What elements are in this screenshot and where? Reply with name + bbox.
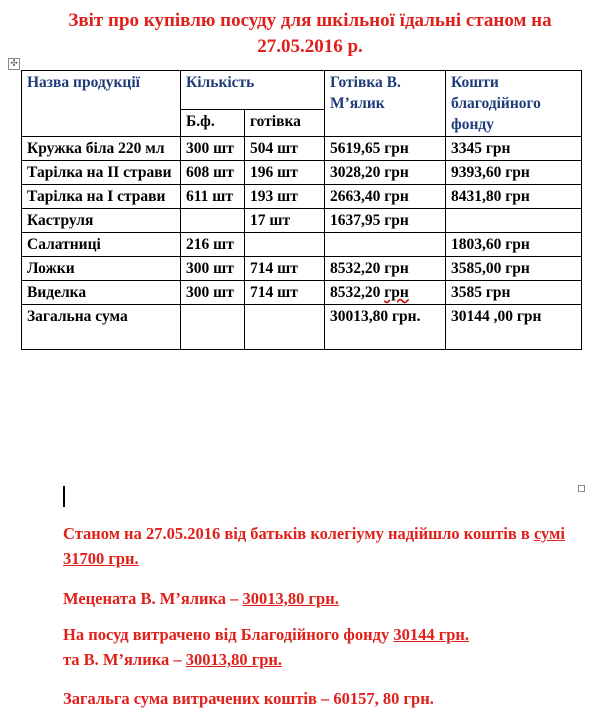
cell-cash: 5619,65 грн bbox=[325, 137, 446, 161]
cell-cash-qty: 17 шт bbox=[245, 209, 325, 233]
cell-name: Тарілка на І страви bbox=[22, 185, 181, 209]
purchase-table bbox=[21, 70, 582, 350]
table-total-row bbox=[22, 305, 582, 350]
cell-fund: 1803,60 грн bbox=[446, 233, 582, 257]
table-row bbox=[22, 233, 582, 257]
table-row bbox=[22, 209, 582, 233]
cell-fund bbox=[446, 209, 582, 233]
cell-name: Ложки bbox=[22, 257, 181, 281]
cell-bf: 300 шт bbox=[181, 281, 245, 305]
spellcheck-word[interactable]: грн bbox=[384, 284, 409, 301]
cell-fund: 8431,80 грн bbox=[446, 185, 582, 209]
cell-name: Тарілка на ІІ страви bbox=[22, 161, 181, 185]
header-cash: Готівка В. М’ялик bbox=[325, 71, 446, 137]
cell-bf: 300 шт bbox=[181, 137, 245, 161]
table-row bbox=[22, 161, 582, 185]
cell-cash: 3028,20 грн bbox=[325, 161, 446, 185]
table-row bbox=[22, 185, 582, 209]
cell-name: Салатниці bbox=[22, 233, 181, 257]
header-qty-bf: Б.ф. bbox=[181, 110, 245, 137]
cell-cash: 2663,40 грн bbox=[325, 185, 446, 209]
header-qty-cash: готівка bbox=[245, 110, 325, 137]
note-spent-text: На посуд витрачено від Благодійного фонду bbox=[63, 625, 394, 644]
note-received-text: Станом на 27.05.2016 від батьків колегіуму надійшло коштів в bbox=[63, 524, 534, 543]
header-name: Назва продукції bbox=[22, 71, 181, 137]
cell-cash-value: 8532,20 bbox=[330, 284, 381, 301]
cell-bf bbox=[181, 209, 245, 233]
cell-name: Загальна сума bbox=[22, 305, 181, 350]
cell-fund: 9393,60 грн bbox=[446, 161, 582, 185]
cell-name: Каструля bbox=[22, 209, 181, 233]
cell-bf: 608 шт bbox=[181, 161, 245, 185]
cell-bf: 611 шт bbox=[181, 185, 245, 209]
cell-fund: 3585,00 грн bbox=[446, 257, 582, 281]
report-title bbox=[30, 8, 590, 60]
report-title-line2: 27.05.2016 р. bbox=[257, 36, 363, 57]
cell-cash: 8532,20 грн bbox=[325, 257, 446, 281]
note-total bbox=[63, 686, 583, 711]
cell-cash-qty: 196 шт bbox=[245, 161, 325, 185]
cell-bf bbox=[181, 305, 245, 350]
cell-fund: 30144 ,00 грн bbox=[446, 305, 582, 350]
text-cursor bbox=[63, 486, 65, 507]
note-spent bbox=[63, 622, 583, 672]
table-row bbox=[22, 137, 582, 161]
cell-bf: 300 шт bbox=[181, 257, 245, 281]
cell-fund: 3345 грн bbox=[446, 137, 582, 161]
header-fund: Кошти благодійного фонду bbox=[446, 71, 582, 137]
cell-cash bbox=[325, 233, 446, 257]
cell-cash-qty: 714 шт bbox=[245, 281, 325, 305]
cell-cash-qty bbox=[245, 233, 325, 257]
note-spent-text2: та В. М’ялика – bbox=[63, 650, 186, 669]
cell-cash: 1637,95 грн bbox=[325, 209, 446, 233]
cell-name: Кружка біла 220 мл bbox=[22, 137, 181, 161]
table-row bbox=[22, 281, 582, 305]
cell-cash-qty: 193 шт bbox=[245, 185, 325, 209]
note-received bbox=[63, 521, 583, 571]
note-patron-amount: 30013,80 грн. bbox=[242, 589, 339, 608]
table-resize-handle[interactable] bbox=[578, 485, 585, 492]
cell-cash: 30013,80 грн. bbox=[325, 305, 446, 350]
note-total-text: Загальга сума витрачених коштів – 60157, 80 грн. bbox=[63, 689, 434, 708]
table-row bbox=[22, 257, 582, 281]
report-title-line1: Звіт про купівлю посуду для шкільної їдальні станом на bbox=[68, 10, 552, 31]
cell-name: Виделка bbox=[22, 281, 181, 305]
note-received-amount: сумі 31700 грн. bbox=[63, 524, 565, 568]
cell-cash-qty bbox=[245, 305, 325, 350]
cell-bf: 216 шт bbox=[181, 233, 245, 257]
move-handle-icon[interactable]: ✣ bbox=[8, 58, 20, 70]
cell-fund: 3585 грн bbox=[446, 281, 582, 305]
cell-cash-qty: 714 шт bbox=[245, 257, 325, 281]
cell-cash-qty: 504 шт bbox=[245, 137, 325, 161]
note-patron bbox=[63, 586, 583, 611]
table-header-row bbox=[22, 71, 582, 110]
note-spent-fund-amount: 30144 грн. bbox=[393, 625, 470, 644]
note-patron-text: Мецената В. М’ялика – bbox=[63, 589, 243, 608]
cell-cash bbox=[325, 281, 446, 305]
note-spent-patron-amount: 30013,80 грн. bbox=[185, 650, 283, 669]
header-quantity: Кількість bbox=[181, 71, 325, 110]
